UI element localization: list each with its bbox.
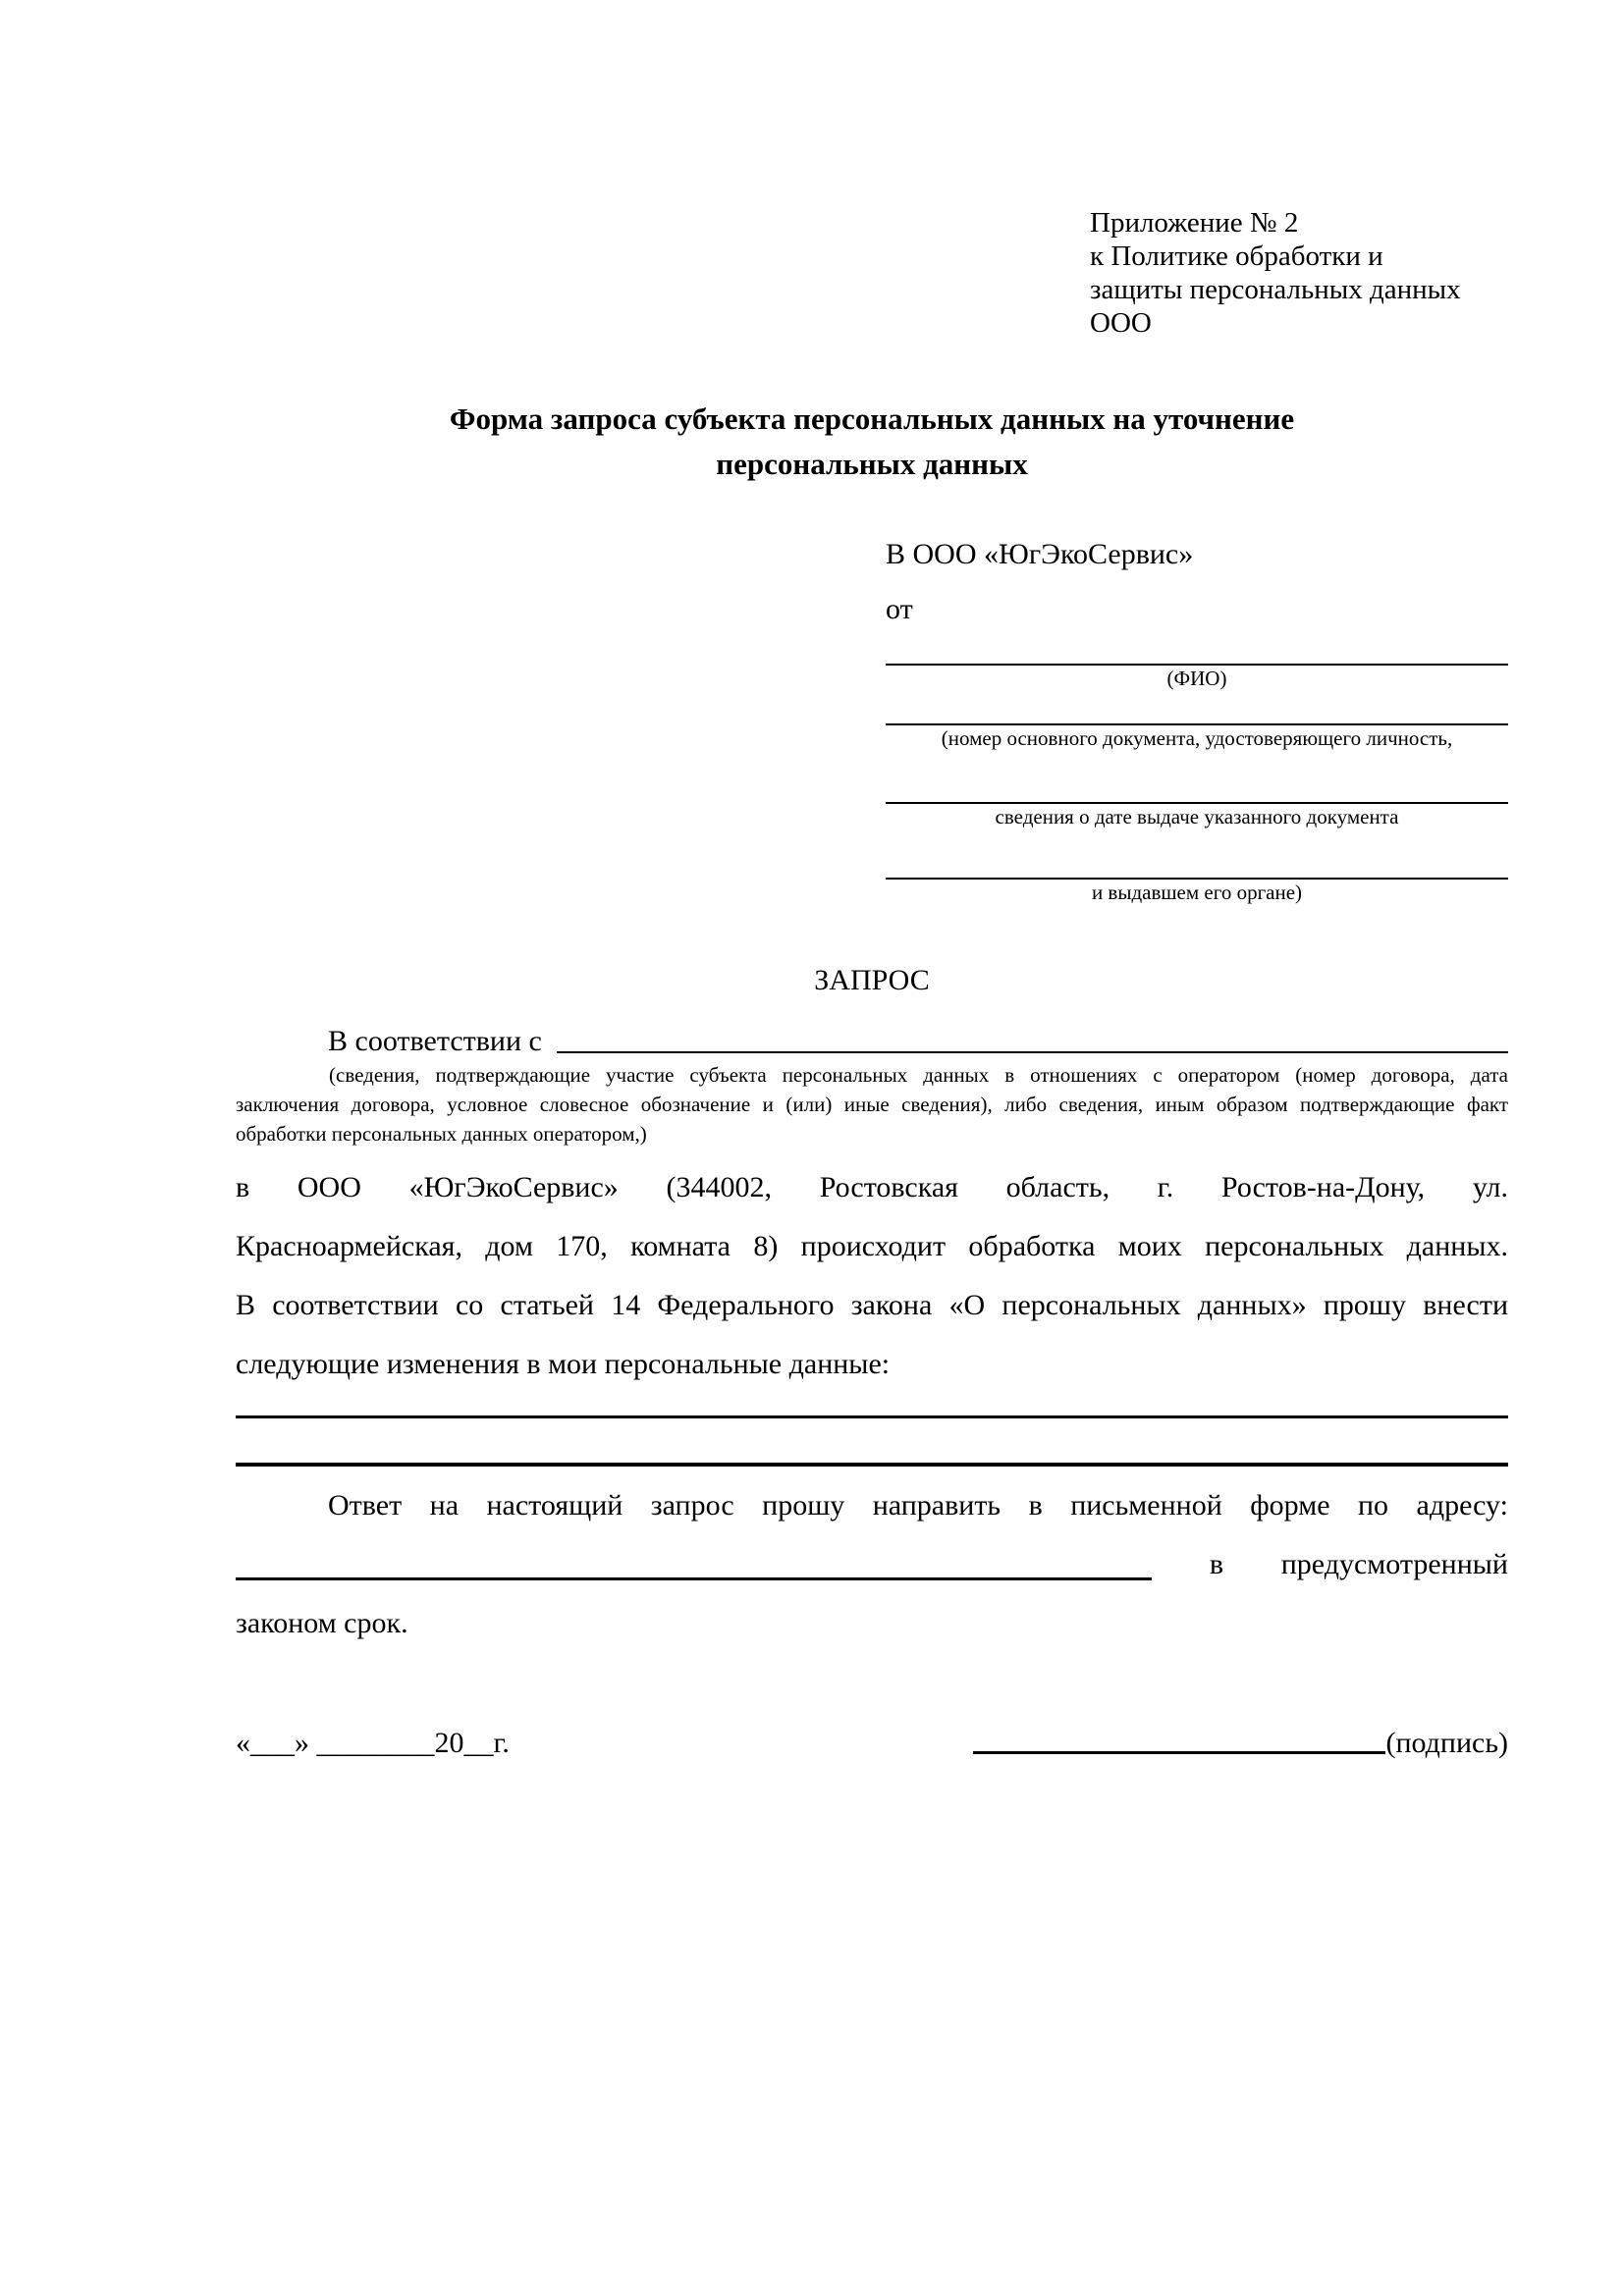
- answer-address-row: [236, 1535, 1508, 1594]
- accordance-caption: [236, 1060, 1508, 1148]
- addressee-from-label: от: [886, 593, 913, 625]
- answer-word: в: [1209, 1548, 1223, 1580]
- appendix-block: [1090, 206, 1508, 340]
- accordance-caption-line: обработки персональных данных оператором,): [236, 1122, 647, 1146]
- body-paragraph-line: В соответствии со статьей 14 Федерального закона «О персональных данных» прошу внести: [236, 1289, 1508, 1321]
- body-paragraph-line: следующие изменения в мои персональные данные:: [236, 1348, 891, 1380]
- issuing-authority-field: [886, 829, 1508, 905]
- body-paragraph: [236, 1158, 1508, 1394]
- signature-caption: (подпись): [1385, 1727, 1508, 1759]
- addressee-block: [886, 536, 1508, 905]
- fio-write-in-line: [886, 628, 1508, 666]
- body-paragraph-line: в ООО «ЮгЭкоСервис» (344002, Ростовская область, г. Ростов-на-Дону, ул.: [236, 1171, 1508, 1203]
- signature-area: [973, 1724, 1508, 1763]
- issuing-authority-write-in-line: [886, 829, 1508, 880]
- fio-field: [886, 628, 1508, 691]
- answer-paragraph-line: законом срок.: [236, 1607, 408, 1639]
- issue-date-field: [886, 751, 1508, 829]
- issue-date-field-caption: сведения о дате выдаче указанного документа: [995, 805, 1399, 828]
- issuing-authority-field-caption: и выдавшем его органе): [1091, 881, 1303, 904]
- page-title-line: персональных данных: [716, 447, 1028, 481]
- appendix-line: Приложение № 2: [1090, 207, 1299, 239]
- appendix-line: защиты персональных данных: [1090, 274, 1461, 305]
- appendix-line: ООО: [1090, 307, 1152, 339]
- fio-field-caption: (ФИО): [1166, 667, 1227, 690]
- changes-write-in-line-1: [236, 1415, 1508, 1418]
- appendix-line: к Политике обработки и: [1090, 240, 1383, 272]
- body-paragraph-line: Красноармейская, дом 170, комната 8) происходит обработка моих персональных данных.: [236, 1230, 1508, 1262]
- answer-paragraph: [236, 1476, 1508, 1653]
- changes-write-in-line-2: [236, 1463, 1508, 1467]
- date-write-in-text: «___» ________20__г.: [236, 1727, 510, 1759]
- accordance-caption-line: заключения договора, условное словесное обозначение и (или) иные сведения), либо сведения, иным образом подтверждающие факт: [236, 1093, 1508, 1116]
- answer-paragraph-line: Ответ на настоящий запрос прошу направить в письменной форме по адресу:: [328, 1489, 1508, 1522]
- page-title: [236, 397, 1508, 487]
- accordance-lead-text: В соответствии с: [328, 1025, 550, 1057]
- accordance-caption-line: (сведения, подтверждающие участие субъекта персональных данных в отношениях с оператором (номер договора, дата: [329, 1063, 1508, 1087]
- issue-date-write-in-line: [886, 751, 1508, 804]
- request-heading: ЗАПРОС: [814, 964, 930, 996]
- accordance-write-in-line: [557, 1051, 1508, 1053]
- document-number-field: [886, 691, 1508, 751]
- signature-row: [236, 1724, 1508, 1763]
- document-number-field-caption: (номер основного документа, удостоверяющего личность,: [941, 726, 1453, 750]
- document-number-write-in-line: [886, 691, 1508, 725]
- answer-word: предусмотренный: [1280, 1548, 1508, 1580]
- accordance-row: [236, 1023, 1508, 1060]
- address-write-in-line: [236, 1577, 1152, 1580]
- addressee-to: В ООО «ЮгЭкоСервис»: [886, 538, 1194, 570]
- page-title-line: Форма запроса субъекта персональных данных на уточнение: [449, 401, 1295, 436]
- signature-write-in-line: [973, 1751, 1385, 1754]
